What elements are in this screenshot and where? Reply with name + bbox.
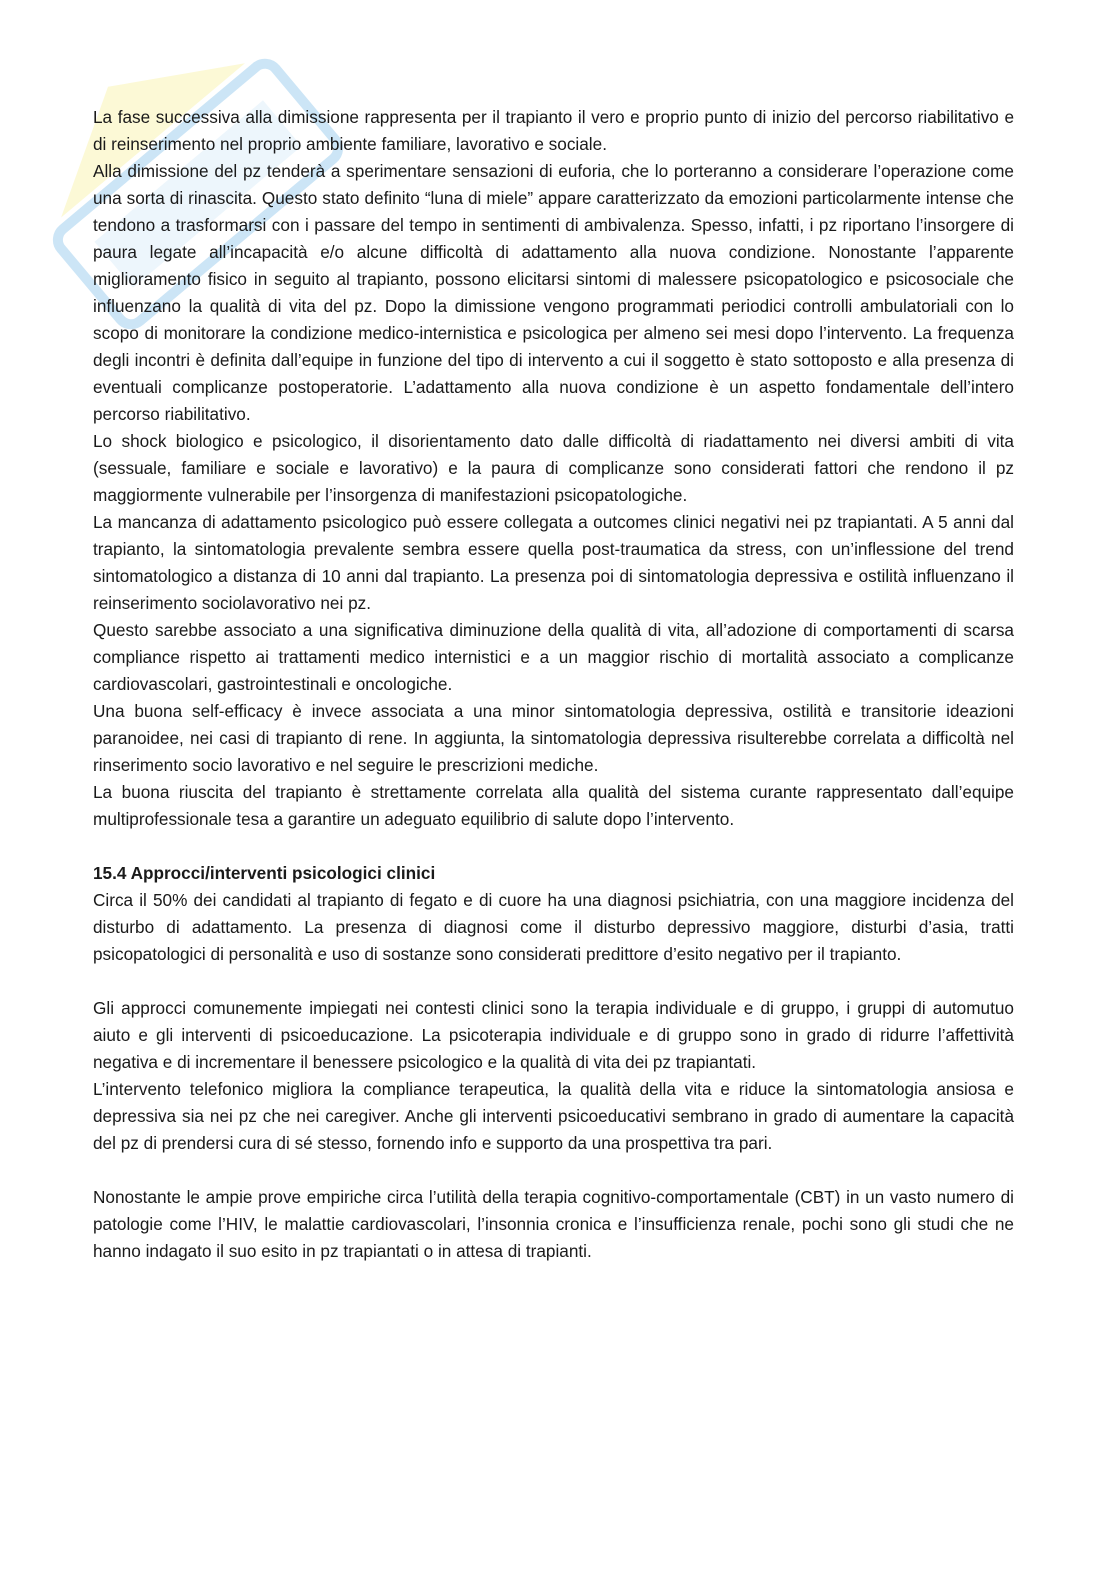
paragraph: Una buona self-efficacy è invece associata a una minor sintomatologia depressiva, ostilità e transitorie ideazioni paranoidee, nei casi di trapianto di rene. In aggiunta, la sintomatologia depressiva risulterebbe correlata a difficoltà nel rinserimento socio lavorativo e nel seguire le prescrizioni mediche. bbox=[93, 701, 1014, 775]
paragraph: Gli approcci comunemente impiegati nei contesti clinici sono la terapia individuale e di gruppo, i gruppi di automutuo aiuto e gli interventi di psicoeducazione. La psicoterapia individuale e di gruppo sono in grado di ridurre l’affettività negativa e di incrementare il benessere psicologico e la qualità di vita dei pz trapiantati. bbox=[93, 998, 1014, 1072]
paragraph: Nonostante le ampie prove empiriche circa l’utilità della terapia cognitivo-comportamentale (CBT) in un vasto numero di patologie come l’HIV, le malattie cardiovascolari, l’insonnia cronica e l’insufficienza renale, pochi sono gli studi che ne hanno indagato il suo esito in pz trapiantati o in attesa di trapianti. bbox=[93, 1187, 1014, 1261]
paragraph: La buona riuscita del trapianto è strettamente correlata alla qualità del sistema curante rappresentato dall’equipe multiprofessionale tesa a garantire un adeguato equilibrio di salute dopo l’intervento. bbox=[93, 782, 1014, 829]
paragraph: La mancanza di adattamento psicologico può essere collegata a outcomes clinici negativi nei pz trapiantati. A 5 anni dal trapianto, la sintomatologia prevalente sembra essere quella post-traumatica da stress, con un’inflessione del trend sintomatologico a distanza di 10 anni dal trapianto. La presenza poi di sintomatologia depressiva e ostilità influenzano il reinserimento sociolavorativo nei pz. bbox=[93, 512, 1014, 613]
paragraph: Alla dimissione del pz tenderà a sperimentare sensazioni di euforia, che lo porteranno a considerare l’operazione come una sorta di rinascita. Questo stato definito “luna di miele” appare caratterizzato da emozioni particolarmente intense che tendono a trasformarsi con i passare del tempo in sentimenti di ambivalenza. Spesso, infatti, i pz riportano l’insorgere di paura legate all’incapacità e/o alcune difficoltà di adattamento alla nuova condizione. Nonostante l’apparente miglioramento fisico in seguito al trapianto, possono elicitarsi sintomi di malessere psicopatologico e psicosociale che influenzano la qualità di vita del pz. Dopo la dimissione vengono programmati periodici controlli ambulatoriali con lo scopo di monitorare la condizione medico-internistica e psicologica per almeno sei mesi dopo l’intervento. La frequenza degli incontri è definita dall’equipe in funzione del tipo di intervento a cui il soggetto è stato sottoposto e alla presenza di eventuali complicanze postoperatorie. L’adattamento alla nuova condizione è un aspetto fondamentale dell’intero percorso riabilitativo. bbox=[93, 161, 1014, 424]
paragraph: Lo shock biologico e psicologico, il disorientamento dato dalle difficoltà di riadattamento nei diversi ambiti di vita (sessuale, familiare e sociale e lavorativo) e la paura di complicanze sono considerati fattori che rendono il pz maggiormente vulnerabile per l’insorgenza di manifestazioni psicopatologiche. bbox=[93, 431, 1014, 505]
paragraph-spacer bbox=[93, 968, 1014, 995]
paragraph-spacer bbox=[93, 833, 1014, 860]
section-heading: 15.4 Approcci/interventi psicologici clinici bbox=[93, 863, 436, 883]
paragraph-spacer bbox=[93, 1157, 1014, 1184]
paragraph: La fase successiva alla dimissione rappresenta per il trapianto il vero e proprio punto di inizio del percorso riabilitativo e di reinserimento nel proprio ambiente familiare, lavorativo e sociale. bbox=[93, 107, 1014, 154]
paragraph: L’intervento telefonico migliora la compliance terapeutica, la qualità della vita e riduce la sintomatologia ansiosa e depressiva sia nei pz che nei caregiver. Anche gli interventi psicoeducativi sembrano in grado di aumentare la capacità del pz di prendersi cura di sé stesso, fornendo info e supporto da una prospettiva tra pari. bbox=[93, 1079, 1014, 1153]
paragraph: Circa il 50% dei candidati al trapianto di fegato e di cuore ha una diagnosi psichiatria, con una maggiore incidenza del disturbo di adattamento. La presenza di diagnosi come il disturbo depressivo maggiore, disturbi d’asia, tratti psicopatologici di personalità e uso di sostanze sono considerati predittore d’esito negativo per il trapianto. bbox=[93, 890, 1014, 964]
paragraph: Questo sarebbe associato a una significativa diminuzione della qualità di vita, all’adozione di comportamenti di scarsa compliance rispetto ai trattamenti medico internistici e a un maggior rischio di mortalità associato a complicanze cardiovascolari, gastrointestinali e oncologiche. bbox=[93, 620, 1014, 694]
document-body bbox=[93, 104, 1014, 1265]
